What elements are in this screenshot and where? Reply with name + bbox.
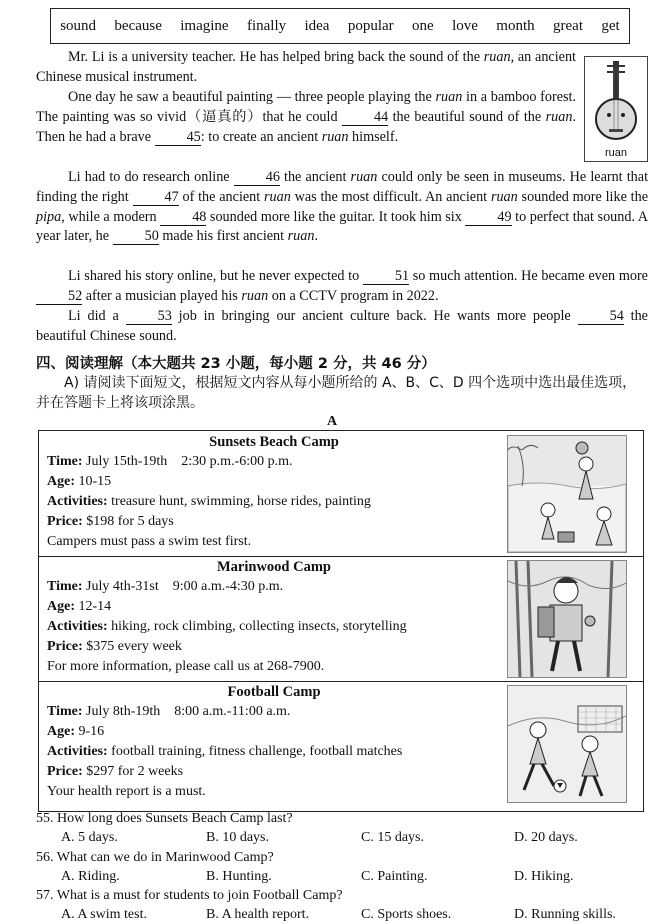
text: the beautiful Chinese sound. xyxy=(36,308,648,344)
question-56-stem: 56. What can we do in Marinwood Camp? xyxy=(36,850,274,865)
text: could only be seen in museums. He learnt that finding the right xyxy=(36,169,649,205)
text: made his first ancient xyxy=(158,228,288,245)
beach-camp-image xyxy=(507,435,627,553)
text: Li did a xyxy=(68,308,126,324)
label: Price: xyxy=(47,639,83,654)
blank-53[interactable]: 53 xyxy=(126,309,172,325)
question-57-stem: 57. What is a must for students to join Football Camp? xyxy=(36,888,343,903)
camp-title: Football Camp xyxy=(227,684,321,700)
section-instruction: A) 请阅读下面短文，根据短文内容从每小题所给的 A、B、C、D 四个选项中选出最佳选项，并在答题卡上将该项涂黑。 xyxy=(36,375,637,411)
camp-age xyxy=(47,724,104,740)
word-bank-item: month xyxy=(496,17,535,34)
blank-54[interactable]: 54 xyxy=(578,309,624,325)
question-55-option-d[interactable]: D. 20 days. xyxy=(514,830,578,845)
text: ruan xyxy=(545,108,573,125)
label: Age: xyxy=(47,599,75,614)
value: $198 for 5 days xyxy=(86,514,174,529)
text: ruan xyxy=(490,188,518,205)
beach-kids-illustration-icon xyxy=(508,436,626,552)
marinwood-camp-image xyxy=(507,560,627,678)
text: on a CCTV program in 2022. xyxy=(268,287,439,304)
value: $375 every week xyxy=(86,639,182,654)
value: July 8th-19th 8:00 a.m.-11:00 a.m. xyxy=(86,704,291,719)
value: treasure hunt, swimming, horse rides, painting xyxy=(111,494,371,509)
text: of the ancient xyxy=(178,188,265,205)
blank-49[interactable]: 49 xyxy=(465,210,511,226)
text: ruan xyxy=(350,169,378,185)
value: hiking, rock climbing, collecting insects, storytelling xyxy=(111,619,407,634)
text: . xyxy=(314,228,319,245)
ruan-illustration xyxy=(584,56,648,162)
camp-age xyxy=(47,474,111,490)
text: Mr. Li is a university teacher. He has helped bring back the sound of the xyxy=(68,49,484,65)
blank-45[interactable]: 45 xyxy=(155,130,201,146)
label: Time: xyxy=(47,704,83,719)
word-bank-item: popular xyxy=(347,17,394,34)
question-56-option-b[interactable]: B. Hunting. xyxy=(206,869,272,884)
camp-price xyxy=(47,764,183,780)
text: pipa xyxy=(36,208,62,225)
word-bank-item: because xyxy=(114,17,162,34)
blank-47[interactable]: 47 xyxy=(133,190,179,206)
camp-title: Marinwood Camp xyxy=(217,559,331,575)
word-bank-item: one xyxy=(412,17,434,34)
text: One day he saw a beautiful painting — three people playing the xyxy=(68,89,436,105)
question-55-option-c[interactable]: C. 15 days. xyxy=(361,830,424,845)
value: July 15th-19th 2:30 p.m.-6:00 p.m. xyxy=(86,454,293,469)
text: ruan xyxy=(435,89,463,105)
label: Activities: xyxy=(47,619,108,634)
question-55-option-a[interactable]: A. 5 days. xyxy=(61,830,118,845)
story-paragraph-3 xyxy=(36,168,648,247)
text: after a musician played his xyxy=(82,287,242,304)
text: , an ancient Chinese musical instrument. xyxy=(36,49,576,85)
label: Price: xyxy=(47,514,83,529)
word-bank-item: sound xyxy=(60,17,97,34)
word-bank-item: finally xyxy=(246,17,287,34)
camp-note: For more information, please call us at 268-7900. xyxy=(47,659,325,674)
text: ruan xyxy=(241,287,269,304)
value: 9-16 xyxy=(78,724,105,739)
word-bank-item: get xyxy=(601,17,620,34)
hiker-forest-illustration-icon xyxy=(508,561,626,677)
text: . Then he had a brave xyxy=(36,108,576,145)
label: Time: xyxy=(47,579,83,594)
text: , while a modern xyxy=(61,208,161,225)
camp-football xyxy=(39,681,643,811)
camp-time xyxy=(47,704,290,720)
camp-note: Your health report is a must. xyxy=(47,784,206,799)
text: the beautiful sound of the xyxy=(388,108,546,125)
label: Price: xyxy=(47,764,83,779)
word-bank-item: great xyxy=(553,17,583,34)
blank-44[interactable]: 44 xyxy=(342,110,388,126)
value: July 4th-31st 9:00 a.m.-4:30 p.m. xyxy=(86,579,284,594)
question-55-option-b[interactable]: B. 10 days. xyxy=(206,830,269,845)
text: job in bringing our ancient culture back. He wants more people xyxy=(171,308,578,324)
question-56-option-a[interactable]: A. Riding. xyxy=(61,869,120,884)
label: Age: xyxy=(47,724,75,739)
text: himself. xyxy=(348,128,399,145)
text: ruan xyxy=(264,188,291,205)
label: Age: xyxy=(47,474,75,489)
blank-50[interactable]: 50 xyxy=(113,229,159,245)
value: $297 for 2 weeks xyxy=(86,764,184,779)
question-55-stem: 55. How long does Sunsets Beach Camp last? xyxy=(36,811,293,826)
story-paragraph-2 xyxy=(36,88,576,147)
camp-activities xyxy=(47,744,402,760)
question-57-option-b[interactable]: B. A health report. xyxy=(206,907,310,922)
question-56-option-c[interactable]: C. Painting. xyxy=(361,869,428,884)
word-bank-box xyxy=(50,8,630,44)
text: : to create an ancient xyxy=(200,128,322,145)
text: was the most difficult. An ancient xyxy=(290,188,491,205)
question-57-option-c[interactable]: C. Sports shoes. xyxy=(361,907,452,922)
text: sounded more like the xyxy=(517,188,648,205)
ruan-instrument-icon xyxy=(585,57,647,147)
text: ruan xyxy=(483,49,511,65)
camp-price xyxy=(47,639,182,655)
camp-price xyxy=(47,514,174,530)
value: 10-15 xyxy=(78,474,112,489)
camp-age xyxy=(47,599,111,615)
question-56-option-d[interactable]: D. Hiking. xyxy=(514,869,574,884)
ruan-caption: ruan xyxy=(604,147,628,159)
blank-51[interactable]: 51 xyxy=(363,269,409,285)
question-57-option-a[interactable]: A. A swim test. xyxy=(61,907,147,922)
story-paragraph-4 xyxy=(36,267,648,307)
question-57-option-d[interactable]: D. Running skills. xyxy=(514,907,616,922)
camp-time xyxy=(47,579,283,595)
text: ruan xyxy=(287,228,315,245)
word-bank-item: imagine xyxy=(180,17,229,34)
story-paragraph-5 xyxy=(36,307,648,347)
label: Activities: xyxy=(47,744,108,759)
value: 12-14 xyxy=(78,599,112,614)
label: Activities: xyxy=(47,494,108,509)
passage-label: A xyxy=(326,414,338,429)
camp-marinwood xyxy=(39,556,643,682)
text: in a bamboo forest. The painting was so vivid（逼真的）that he could xyxy=(36,89,576,125)
blank-46[interactable]: 46 xyxy=(234,170,280,186)
camp-activities xyxy=(47,619,407,635)
camps-table xyxy=(38,430,644,812)
text: ruan xyxy=(321,128,349,145)
word-bank-item: love xyxy=(452,17,478,34)
word-bank-item: idea xyxy=(304,17,330,34)
camp-sunsets-beach xyxy=(39,431,643,557)
camp-activities xyxy=(47,494,371,510)
section-heading: 四、阅读理解（本大题共 23 小题，每小题 2 分，共 46 分） xyxy=(36,356,436,372)
football-camp-image xyxy=(507,685,627,803)
text: so much attention. He became even more xyxy=(409,268,648,284)
blank-52[interactable]: 52 xyxy=(36,289,82,305)
value: football training, fitness challenge, football matches xyxy=(111,744,403,759)
text: Li had to do research online xyxy=(68,169,234,185)
text: to perfect that sound. A year later, he xyxy=(36,208,649,245)
camp-note: Campers must pass a swim test first. xyxy=(47,534,252,549)
camp-time xyxy=(47,454,293,470)
blank-48[interactable]: 48 xyxy=(160,210,206,226)
label: Time: xyxy=(47,454,83,469)
camp-title: Sunsets Beach Camp xyxy=(209,434,339,450)
football-players-illustration-icon xyxy=(508,686,626,802)
text: sounded more like the guitar. It took him six xyxy=(206,208,466,225)
story-paragraph-1 xyxy=(36,48,576,88)
text: Li shared his story online, but he never expected to xyxy=(68,268,363,284)
text: the ancient xyxy=(279,169,351,185)
